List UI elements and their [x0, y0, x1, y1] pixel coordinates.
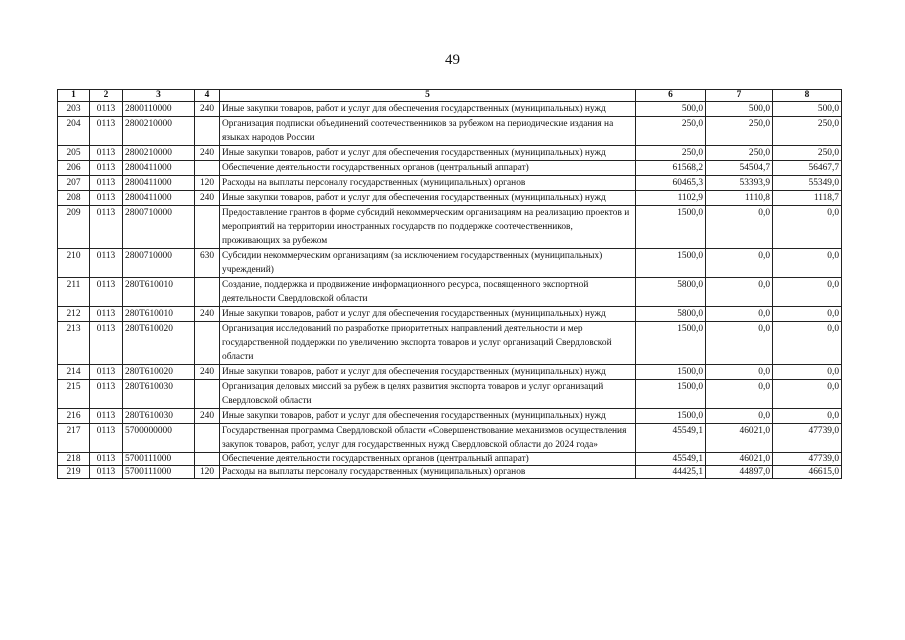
- column-header-2: 2: [90, 90, 123, 102]
- target-article-cell: 280T610030: [123, 380, 195, 409]
- section-code-cell: 0113: [90, 191, 123, 206]
- row-number-cell: 217: [58, 424, 90, 453]
- amount-col8-cell: 0,0: [773, 365, 842, 380]
- section-code-cell: 0113: [90, 117, 123, 146]
- item-name-cell: Субсидии некоммерческим организациям (за исключением государственных (муниципальных) учреждений): [220, 249, 636, 278]
- section-code-cell: 0113: [90, 453, 123, 466]
- item-name-cell: Обеспечение деятельности государственных органов (центральный аппарат): [220, 453, 636, 466]
- column-header-4: 4: [195, 90, 220, 102]
- row-number-cell: 218: [58, 453, 90, 466]
- table-row: [58, 307, 842, 322]
- table-row: [58, 117, 842, 146]
- item-name-cell: Расходы на выплаты персоналу государственных (муниципальных) органов: [220, 176, 636, 191]
- amount-col8-cell: 250,0: [773, 146, 842, 161]
- amount-col7-cell: 0,0: [706, 278, 773, 307]
- amount-col8-cell: 46615,0: [773, 466, 842, 479]
- amount-col7-cell: 46021,0: [706, 453, 773, 466]
- table-row: [58, 453, 842, 466]
- row-number-cell: 215: [58, 380, 90, 409]
- item-name-cell: Иные закупки товаров, работ и услуг для обеспечения государственных (муниципальных) нужд: [220, 146, 636, 161]
- row-number-cell: 211: [58, 278, 90, 307]
- target-article-cell: 280T610010: [123, 278, 195, 307]
- column-header-1: 1: [58, 90, 90, 102]
- amount-col7-cell: 250,0: [706, 146, 773, 161]
- column-header-3: 3: [123, 90, 195, 102]
- amount-col6-cell: 61568,2: [636, 161, 706, 176]
- amount-col7-cell: 44897,0: [706, 466, 773, 479]
- target-article-cell: 2800110000: [123, 102, 195, 117]
- budget-table: [57, 89, 842, 479]
- target-article-cell: 2800710000: [123, 206, 195, 249]
- section-code-cell: 0113: [90, 322, 123, 365]
- item-name-cell: Организация исследований по разработке приоритетных направлений деятельности и мер государственной поддержки по увеличению экспорта товаров и услуг организаций Свердловской области: [220, 322, 636, 365]
- row-number-cell: 210: [58, 249, 90, 278]
- item-name-cell: Организация подписки объединений соотечественников за рубежом на периодические издания на языках народов России: [220, 117, 636, 146]
- target-article-cell: 2800411000: [123, 191, 195, 206]
- expense-type-cell: 240: [195, 191, 220, 206]
- table-row: [58, 206, 842, 249]
- amount-col6-cell: 60465,3: [636, 176, 706, 191]
- expense-type-cell: [195, 380, 220, 409]
- item-name-cell: Создание, поддержка и продвижение информационного ресурса, посвященного экспортной деятельности Свердловской области: [220, 278, 636, 307]
- target-article-cell: 2800210000: [123, 146, 195, 161]
- amount-col6-cell: 5800,0: [636, 278, 706, 307]
- amount-col7-cell: 0,0: [706, 322, 773, 365]
- amount-col8-cell: 0,0: [773, 206, 842, 249]
- amount-col6-cell: 1500,0: [636, 249, 706, 278]
- amount-col8-cell: 56467,7: [773, 161, 842, 176]
- section-code-cell: 0113: [90, 409, 123, 424]
- expense-type-cell: [195, 117, 220, 146]
- expense-type-cell: 240: [195, 307, 220, 322]
- row-number-cell: 206: [58, 161, 90, 176]
- section-code-cell: 0113: [90, 206, 123, 249]
- expense-type-cell: 240: [195, 146, 220, 161]
- amount-col6-cell: 5800,0: [636, 307, 706, 322]
- row-number-cell: 205: [58, 146, 90, 161]
- item-name-cell: Организация деловых миссий за рубеж в целях развития экспорта товаров и услуг организаций Свердловской области: [220, 380, 636, 409]
- amount-col6-cell: 1500,0: [636, 409, 706, 424]
- expense-type-cell: [195, 453, 220, 466]
- amount-col6-cell: 1500,0: [636, 322, 706, 365]
- table-row: [58, 249, 842, 278]
- amount-col8-cell: 0,0: [773, 307, 842, 322]
- table-row: [58, 424, 842, 453]
- table-row: [58, 146, 842, 161]
- amount-col7-cell: 250,0: [706, 117, 773, 146]
- row-number-cell: 219: [58, 466, 90, 479]
- section-code-cell: 0113: [90, 146, 123, 161]
- row-number-cell: 216: [58, 409, 90, 424]
- amount-col7-cell: 54504,7: [706, 161, 773, 176]
- amount-col6-cell: 250,0: [636, 117, 706, 146]
- expense-type-cell: 240: [195, 365, 220, 380]
- item-name-cell: Иные закупки товаров, работ и услуг для обеспечения государственных (муниципальных) нужд: [220, 307, 636, 322]
- table-row: [58, 102, 842, 117]
- row-number-cell: 212: [58, 307, 90, 322]
- target-article-cell: 5700111000: [123, 453, 195, 466]
- item-name-cell: Иные закупки товаров, работ и услуг для обеспечения государственных (муниципальных) нужд: [220, 191, 636, 206]
- amount-col6-cell: 1500,0: [636, 365, 706, 380]
- expense-type-cell: 120: [195, 466, 220, 479]
- row-number-cell: 208: [58, 191, 90, 206]
- expense-type-cell: 240: [195, 102, 220, 117]
- row-number-cell: 213: [58, 322, 90, 365]
- item-name-cell: Иные закупки товаров, работ и услуг для обеспечения государственных (муниципальных) нужд: [220, 365, 636, 380]
- item-name-cell: Государственная программа Свердловской области «Совершенствование механизмов осуществления закупок товаров, работ, услуг для государственных нужд Свердловской области до 2024 года»: [220, 424, 636, 453]
- expense-type-cell: 120: [195, 176, 220, 191]
- table-row: [58, 176, 842, 191]
- amount-col8-cell: 0,0: [773, 409, 842, 424]
- amount-col6-cell: 500,0: [636, 102, 706, 117]
- amount-col7-cell: 0,0: [706, 365, 773, 380]
- amount-col8-cell: 250,0: [773, 117, 842, 146]
- item-name-cell: Расходы на выплаты персоналу государственных (муниципальных) органов: [220, 466, 636, 479]
- section-code-cell: 0113: [90, 249, 123, 278]
- header-row: [58, 90, 842, 102]
- amount-col8-cell: 0,0: [773, 278, 842, 307]
- table-row: [58, 191, 842, 206]
- column-header-8: 8: [773, 90, 842, 102]
- column-header-7: 7: [706, 90, 773, 102]
- section-code-cell: 0113: [90, 466, 123, 479]
- target-article-cell: 280T610020: [123, 365, 195, 380]
- section-code-cell: 0113: [90, 176, 123, 191]
- expense-type-cell: 240: [195, 409, 220, 424]
- column-header-6: 6: [636, 90, 706, 102]
- target-article-cell: 280T610010: [123, 307, 195, 322]
- section-code-cell: 0113: [90, 278, 123, 307]
- item-name-cell: Иные закупки товаров, работ и услуг для обеспечения государственных (муниципальных) нужд: [220, 409, 636, 424]
- amount-col7-cell: 46021,0: [706, 424, 773, 453]
- target-article-cell: 5700000000: [123, 424, 195, 453]
- row-number-cell: 204: [58, 117, 90, 146]
- amount-col6-cell: 1102,9: [636, 191, 706, 206]
- amount-col8-cell: 500,0: [773, 102, 842, 117]
- amount-col6-cell: 250,0: [636, 146, 706, 161]
- item-name-cell: Предоставление грантов в форме субсидий некоммерческим организациям на реализацию проектов и мероприятий на территории иностранных государств по поддержке соотечественников, проживающих за рубежом: [220, 206, 636, 249]
- table-header: [58, 90, 842, 102]
- table-row: [58, 365, 842, 380]
- section-code-cell: 0113: [90, 102, 123, 117]
- table-row: [58, 466, 842, 479]
- amount-col8-cell: 0,0: [773, 249, 842, 278]
- section-code-cell: 0113: [90, 424, 123, 453]
- table-row: [58, 322, 842, 365]
- target-article-cell: 2800411000: [123, 176, 195, 191]
- amount-col7-cell: 0,0: [706, 249, 773, 278]
- amount-col8-cell: 1118,7: [773, 191, 842, 206]
- amount-col6-cell: 45549,1: [636, 424, 706, 453]
- page-number: 49: [445, 52, 460, 68]
- amount-col6-cell: 44425,1: [636, 466, 706, 479]
- amount-col7-cell: 500,0: [706, 102, 773, 117]
- amount-col7-cell: 53393,9: [706, 176, 773, 191]
- item-name-cell: Иные закупки товаров, работ и услуг для обеспечения государственных (муниципальных) нужд: [220, 102, 636, 117]
- amount-col8-cell: 0,0: [773, 322, 842, 365]
- column-header-5: 5: [220, 90, 636, 102]
- section-code-cell: 0113: [90, 307, 123, 322]
- table-row: [58, 380, 842, 409]
- expense-type-cell: [195, 322, 220, 365]
- table-body: [58, 102, 842, 479]
- amount-col6-cell: 1500,0: [636, 206, 706, 249]
- row-number-cell: 207: [58, 176, 90, 191]
- target-article-cell: 5700111000: [123, 466, 195, 479]
- section-code-cell: 0113: [90, 380, 123, 409]
- table-row: [58, 278, 842, 307]
- row-number-cell: 214: [58, 365, 90, 380]
- amount-col6-cell: 45549,1: [636, 453, 706, 466]
- expense-type-cell: [195, 161, 220, 176]
- expense-type-cell: [195, 278, 220, 307]
- target-article-cell: 280T610020: [123, 322, 195, 365]
- table-row: [58, 409, 842, 424]
- expense-type-cell: [195, 206, 220, 249]
- expense-type-cell: 630: [195, 249, 220, 278]
- section-code-cell: 0113: [90, 365, 123, 380]
- amount-col7-cell: 0,0: [706, 307, 773, 322]
- amount-col7-cell: 0,0: [706, 206, 773, 249]
- target-article-cell: 280T610030: [123, 409, 195, 424]
- amount-col8-cell: 0,0: [773, 380, 842, 409]
- row-number-cell: 203: [58, 102, 90, 117]
- table-row: [58, 161, 842, 176]
- item-name-cell: Обеспечение деятельности государственных органов (центральный аппарат): [220, 161, 636, 176]
- amount-col8-cell: 47739,0: [773, 453, 842, 466]
- section-code-cell: 0113: [90, 161, 123, 176]
- amount-col7-cell: 1110,8: [706, 191, 773, 206]
- amount-col8-cell: 47739,0: [773, 424, 842, 453]
- target-article-cell: 2800411000: [123, 161, 195, 176]
- amount-col7-cell: 0,0: [706, 380, 773, 409]
- expense-type-cell: [195, 424, 220, 453]
- amount-col6-cell: 1500,0: [636, 380, 706, 409]
- target-article-cell: 2800210000: [123, 117, 195, 146]
- row-number-cell: 209: [58, 206, 90, 249]
- target-article-cell: 2800710000: [123, 249, 195, 278]
- amount-col8-cell: 55349,0: [773, 176, 842, 191]
- amount-col7-cell: 0,0: [706, 409, 773, 424]
